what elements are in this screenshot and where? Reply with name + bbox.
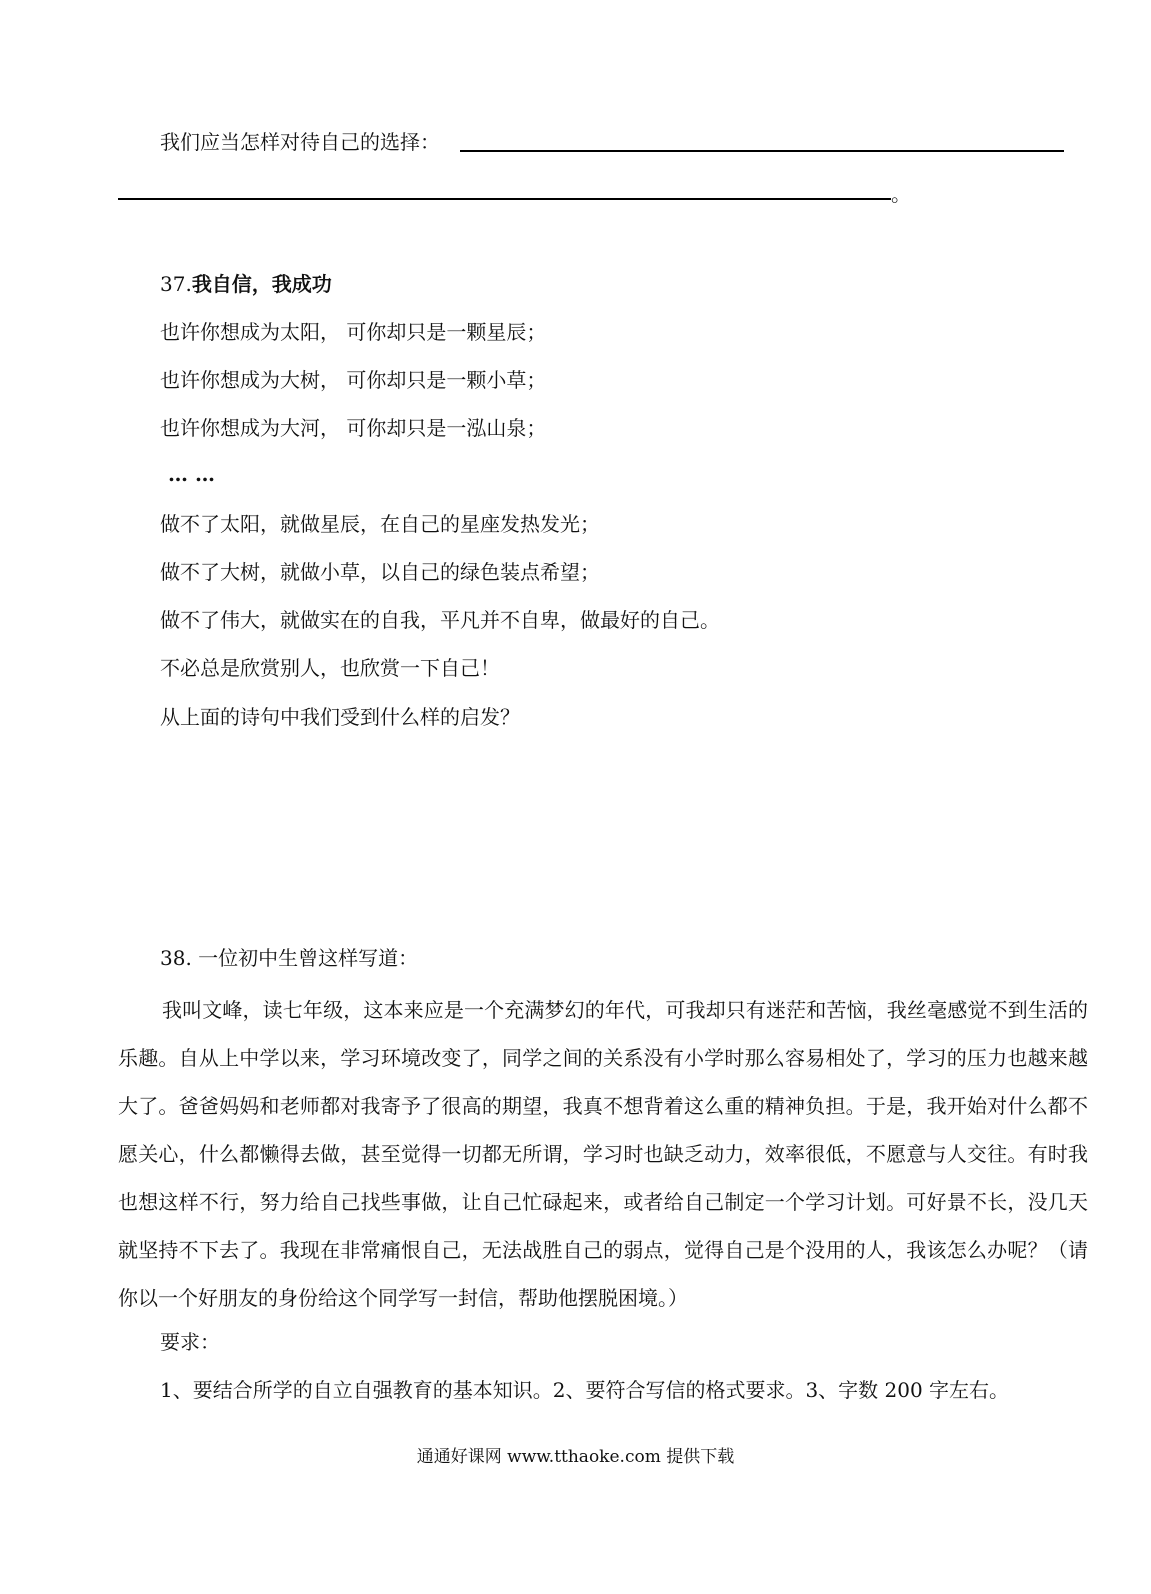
poem-line: 不必总是欣赏别人，也欣赏一下自己！ <box>160 656 500 680</box>
answer-line-1[interactable] <box>460 150 1064 152</box>
poem-line: 也许你想成为太阳， 可你却只是一颗星辰； <box>160 320 547 344</box>
poem-line: 做不了伟大，就做实在的自我，平凡并不自卑，做最好的自己。 <box>160 608 720 632</box>
poem-line: 做不了大树，就做小草，以自己的绿色装点希望； <box>160 560 600 584</box>
q37-heading <box>160 270 332 298</box>
q36-end-mark: 。 <box>891 182 911 206</box>
requirements-label: 要求： <box>160 1330 220 1354</box>
q38-heading: 38. 一位初中生曾这样写道： <box>160 946 419 970</box>
poem-line: 也许你想成为大河， 可你却只是一泓山泉； <box>160 416 547 440</box>
q37-question: 从上面的诗句中我们受到什么样的启发？ <box>160 705 520 729</box>
poem-line: 做不了太阳，就做星辰，在自己的星座发热发光； <box>160 512 600 536</box>
requirements-text: 1、要结合所学的自立自强教育的基本知识。2、要符合写信的格式要求。3、字数 200 字左右。 <box>160 1378 1010 1402</box>
q37-number: 37. <box>160 272 192 296</box>
answer-line-2[interactable] <box>118 198 891 200</box>
poem-line: 也许你想成为大树， 可你却只是一颗小草； <box>160 368 547 392</box>
poem-ellipsis: … … <box>168 462 215 486</box>
q38-passage: 我叫文峰，读七年级，这本来应是一个充满梦幻的年代，可我却只有迷茫和苦恼，我丝毫感觉不到生活的乐趣。自从上中学以来，学习环境改变了，同学之间的关系没有小学时那么容易相处了，学习的压力也越来越大了。爸爸妈妈和老师都对我寄予了很高的期望，我真不想背着这么重的精神负担。于是，我开始对什么都不愿关心，什么都懒得去做，甚至觉得一切都无所谓，学习时也缺乏动力，效率很低，不愿意与人交往。有时我也想这样不行，努力给自己找些事做，让自己忙碌起来，或者给自己制定一个学习计划。可好景不长，没几天就坚持不下去了。我现在非常痛恨自己，无法战胜自己的弱点，觉得自己是个没用的人，我该怎么办呢？（请你以一个好朋友的身份给这个同学写一封信，帮助他摆脱困境。） <box>118 998 1088 1310</box>
q37-title: 我自信，我成功 <box>191 272 332 296</box>
page-footer: 通通好课网 www.tthaoke.com 提供下载 <box>416 1447 735 1467</box>
q36-prompt: 我们应当怎样对待自己的选择： <box>160 130 440 154</box>
